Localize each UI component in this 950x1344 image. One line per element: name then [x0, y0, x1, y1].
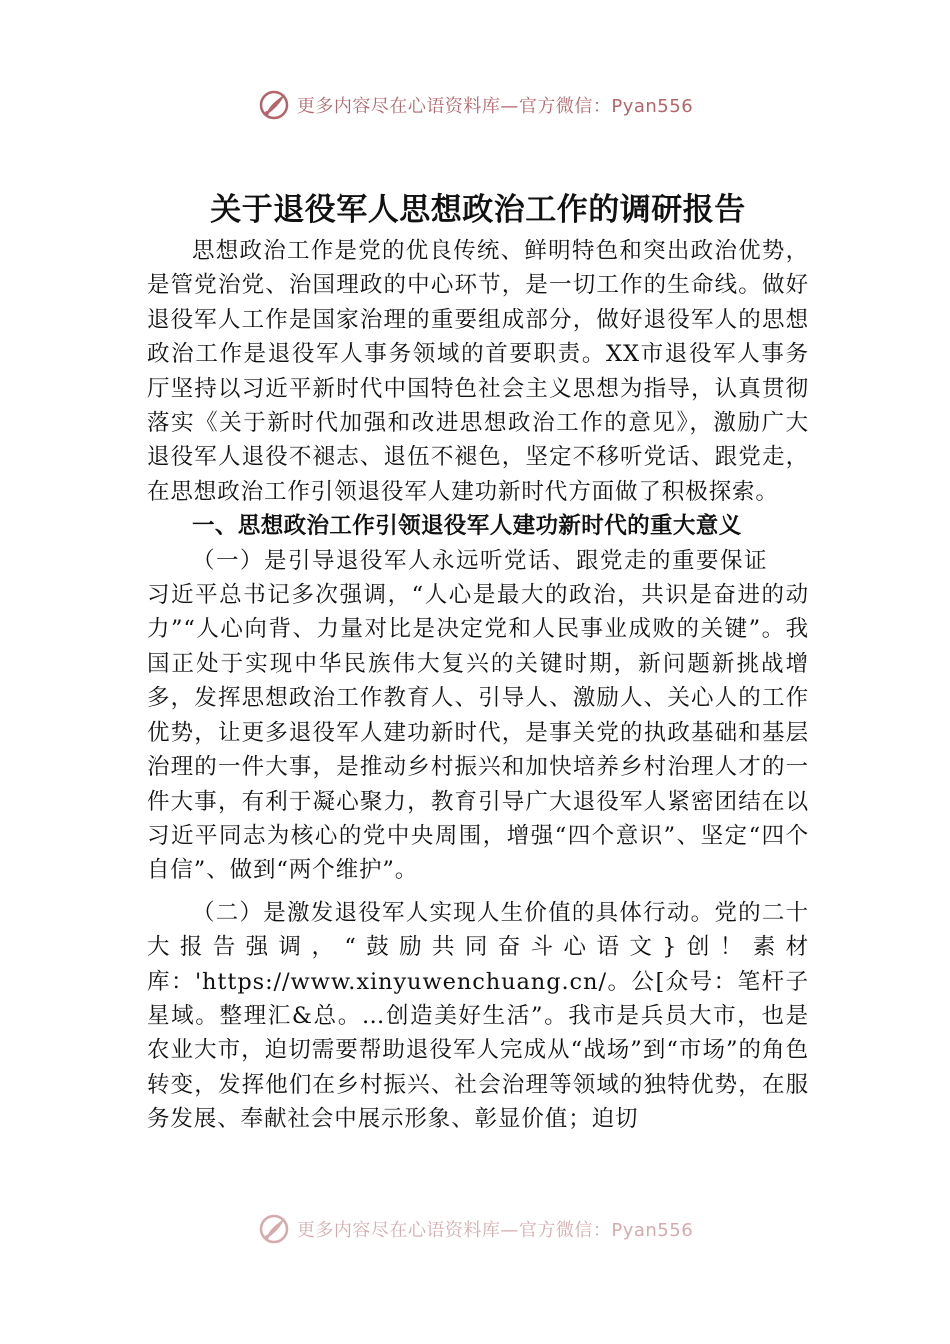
ink-pen-logo-icon — [257, 88, 291, 122]
subsection-1-body: 习近平总书记多次强调，“人心是最大的政治，共识是奋进的动力”“人心向背、力量对比是决定党和人民事业成败的关键”。我国正处于实现中华民族伟大复兴的关键时期，新问题新挑战增多，发挥思想政治工作教育人、引导人、激励人、关心人的工作优势，让更多退役军人建功新时代，是事关党的执政基础和基层治理的一件大事，是推动乡村振兴和加快培养乡村治理人才的一件大事，有利于凝心聚力，教育引导广大退役军人紧密团结在以习近平同志为核心的党中央周围，增强“四个意识”、坚定“四个自信”、做到“两个维护”。 — [147, 582, 809, 884]
watermark-text: 更多内容尽在心语资料库—官方微信：Pyan556 — [296, 96, 694, 117]
document-title: 关于退役军人思想政治工作的调研报告 — [210, 192, 746, 228]
watermark-header — [0, 88, 950, 122]
watermark-text: 更多内容尽在心语资料库—官方微信：Pyan556 — [296, 1220, 694, 1241]
watermark-footer — [0, 1212, 950, 1246]
subsection-1-heading: （一）是引导退役军人永远听党话、跟党走的重要保证 — [192, 547, 769, 574]
ink-pen-logo-icon — [257, 1212, 291, 1246]
subsection-2-paragraph: （二）是激发退役军人实现人生价值的具体行动。党的二十大报告强调，“鼓励共同奋斗心语文}创！素材库：'https://www.xinyuwenchuang.cn/。公[众号：笔杆子星域。整理汇&总。…创造美好生活”。我市是兵员大市，也是农业大市，迫切需要帮助退役军人完成从“战场”到“市场”的角色转变，发挥他们在乡村振兴、社会治理等领域的独特优势，在服务发展、奉献社会中展示形象、彰显价值；迫切 — [147, 899, 809, 1133]
intro-paragraph: 思想政治工作是党的优良传统、鲜明特色和突出政治优势，是管党治党、治国理政的中心环节，是一切工作的生命线。做好退役军人工作是国家治理的重要组成部分，做好退役军人的思想政治工作是退役军人事务领域的首要职责。XX市退役军人事务厅坚持以习近平新时代中国特色社会主义思想为指导，认真贯彻落实《关于新时代加强和改进思想政治工作的意见》，激励广大退役军人退役不褪志、退伍不褪色，坚定不移听党话、跟党走，在思想政治工作引领退役军人建功新时代方面做了积极探索。 — [147, 238, 809, 505]
document-body — [147, 186, 809, 1137]
section-1-heading: 一、思想政治工作引领退役军人建功新时代的重大意义 — [192, 513, 742, 540]
